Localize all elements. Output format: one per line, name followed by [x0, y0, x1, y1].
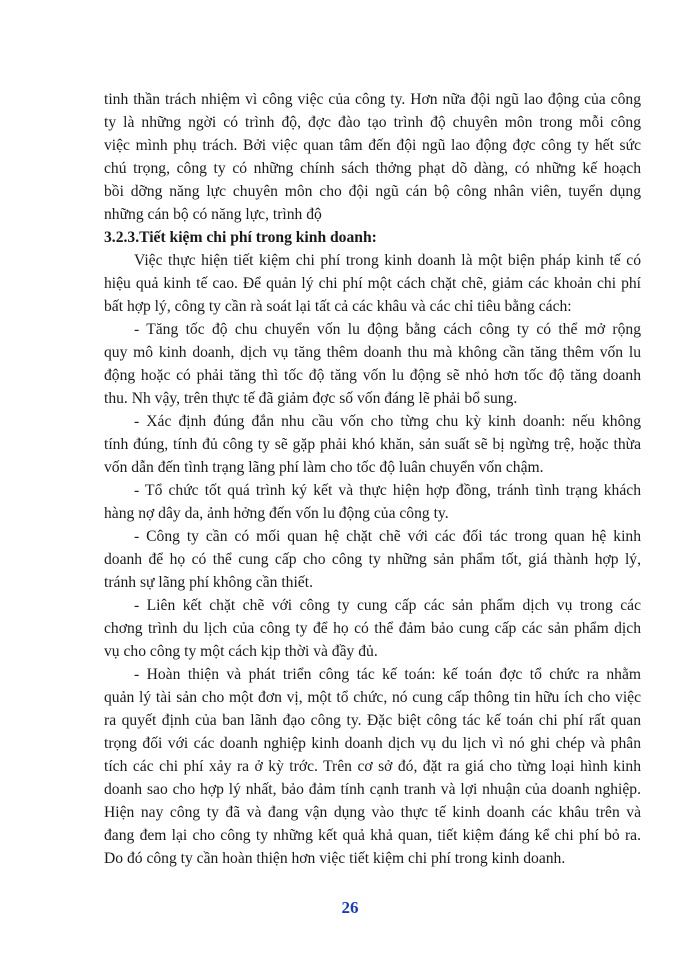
paragraph [104, 249, 641, 318]
text-line: quản lý tài sản cho một đơn vị, một tổ chức, nó cung cấp thông tin hữu ích cho việc [104, 689, 641, 706]
text-line: bất hợp lý, công ty cần rà soát lại tất cả các khâu và các chỉ tiêu bằng cách: [104, 298, 572, 315]
text-line: Hiện nay công ty đã và đang vận dụng vào thực tế kinh doanh các khâu trên và [104, 804, 641, 821]
paragraph [104, 410, 641, 479]
text-line: Do đó công ty cần hoàn thiện hơn việc tiết kiệm chi phí trong kinh doanh. [104, 850, 566, 867]
text-line: chú trọng, công ty có những chính sách thởng phạt dõ dàng, có những kế hoạch [104, 160, 641, 177]
intro-paragraph [104, 88, 641, 226]
text-line: động hoặc có phải tăng thì tốc độ tăng vốn lu động sẽ nhỏ hơn tốc độ tăng doanh [104, 367, 641, 384]
paragraph [104, 663, 641, 870]
text-line: hiệu quả kinh tế cao. Để quản lý chi phí một cách chặt chẽ, giảm các khoản chi phí [104, 275, 641, 292]
text-line: tích các chi phí xảy ra ở kỳ trớc. Trên cơ sở đó, đặt ra giá cho từng loại hình kinh [104, 758, 641, 775]
text-line: ty là những ngời có trình độ, đợc đào tạo trình độ chuyên môn trong mỗi công [104, 114, 641, 131]
document-page [104, 88, 641, 870]
text-line: quy mô kinh doanh, dịch vụ tăng thêm doanh thu mà không cần tăng thêm vốn lu [104, 344, 641, 361]
text-line: bồi dỡng năng lực chuyên môn cho đội ngũ cán bộ công nhân viên, tuyển dụng [104, 183, 641, 200]
text-line: chơng trình du lịch của công ty để họ có thể đảm bảo cung cấp các sản phẩm dịch [104, 620, 641, 637]
text-line: vụ cho công ty một cách kịp thời và đầy đủ. [104, 643, 378, 660]
text-line: tinh thần trách nhiệm vì công việc của công ty. Hơn nữa đội ngũ lao động của công [104, 91, 641, 108]
body-paragraphs [104, 249, 641, 870]
text-line: - Công ty cần có mối quan hệ chặt chẽ với các đối tác trong quan hệ kinh [134, 528, 641, 545]
text-line: trọng đối với các doanh nghiệp kinh doanh dịch vụ du lịch vì nó ghi chép và phân [104, 735, 641, 752]
text-line: những cán bộ có năng lực, trình độ [104, 206, 322, 223]
text-line: tính đúng, tính đủ công ty sẽ gặp phải khó khăn, sản suất sẽ bị ngừng trệ, hoặc thừa [104, 436, 641, 453]
text-line: - Tăng tốc độ chu chuyển vốn lu động bằng cách công ty có thể mở rộng [134, 321, 641, 338]
text-line: doanh sao cho hợp lý nhất, bảo đảm tính cạnh tranh và lợi nhuận của doanh nghiệp. [104, 781, 641, 798]
text-line: - Liên kết chặt chẽ với công ty cung cấp các sản phẩm dịch vụ trong các [134, 597, 641, 614]
text-line: - Tổ chức tốt quá trình ký kết và thực hiện hợp đồng, tránh tình trạng khách [134, 482, 641, 499]
paragraph [104, 525, 641, 594]
text-line: Việc thực hiện tiết kiệm chi phí trong kinh doanh là một biện pháp kinh tế có [134, 252, 641, 269]
text-line: - Hoàn thiện và phát triển công tác kế toán: kế toán đợc tổ chức ra nhằm [134, 666, 641, 683]
paragraph [104, 479, 641, 525]
text-line: tránh sự lãng phí không cần thiết. [104, 574, 313, 591]
text-line: doanh để họ có thể cung cấp cho công ty những sản phẩm tốt, giá thành hợp lý, [104, 551, 641, 568]
section-heading: 3.2.3.Tiết kiệm chi phí trong kinh doanh: [104, 229, 377, 246]
text-line: thu. Nh vậy, trên thực tế đã giảm đợc số vốn đáng lẽ phải bổ sung. [104, 390, 518, 407]
text-line: - Xác định đúng đắn nhu cầu vốn cho từng chu kỳ kinh doanh: nếu không [134, 413, 641, 430]
text-line: ra quyết định của ban lãnh đạo công ty. Đặc biệt công tác kế toán chi phí rất quan [104, 712, 641, 729]
page-number: 26 [341, 898, 359, 917]
text-line: hàng nợ dây da, ảnh hởng đến vốn lu động của công ty. [104, 505, 449, 522]
paragraph [104, 318, 641, 410]
text-line: đang đem lại cho công ty những kết quả khả quan, tiết kiệm đáng kể chi phí bỏ ra. [104, 827, 641, 844]
text-line: vốn dẫn đến tình trạng lãng phí làm cho tốc độ luân chuyển vốn chậm. [104, 459, 544, 476]
text-line: việc mình phụ trách. Bởi việc quan tâm đến đội ngũ lao động đợc công ty hết sức [104, 137, 641, 154]
paragraph [104, 594, 641, 663]
